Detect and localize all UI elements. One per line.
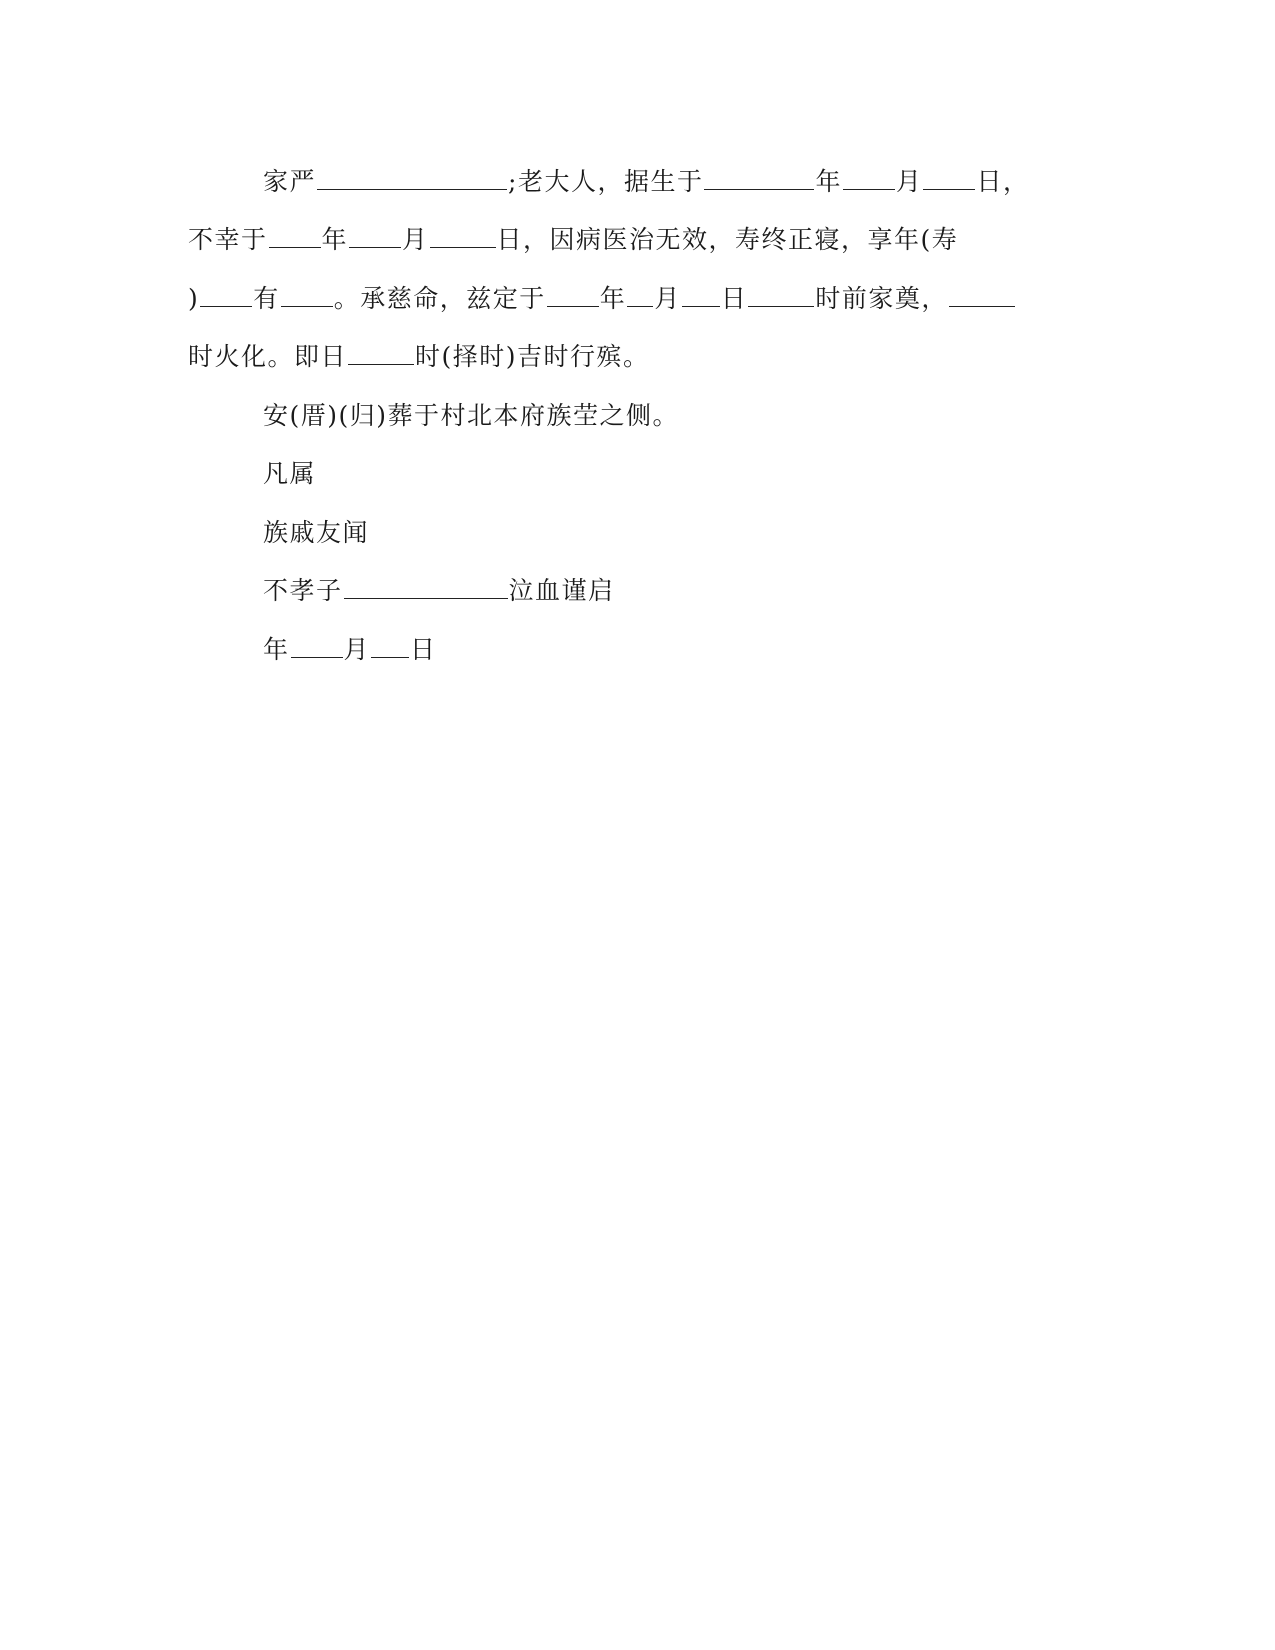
text: 不幸于 [188,225,268,254]
text: 日， [976,167,1030,196]
fill-blank-rite-year[interactable] [547,284,599,307]
fill-blank-rite-month[interactable] [627,284,653,307]
text: 家严 [263,167,317,196]
text: 年 [599,284,627,313]
text: 月 [402,225,429,254]
text: 泣血谨启 [508,576,615,605]
line-5 [263,401,679,431]
line-9 [263,635,437,665]
text: 月 [343,635,371,664]
fill-blank-cremation-hour[interactable] [949,284,1015,307]
fill-blank-sign-day[interactable] [371,635,409,658]
fill-blank-son-name[interactable] [344,576,508,599]
text: 月 [895,167,923,196]
fill-blank-birth-year[interactable] [704,167,814,190]
text: 族戚友闻 [263,518,370,547]
fill-blank-rite-day[interactable] [682,284,720,307]
fill-blank-death-year[interactable] [269,225,321,248]
text: 日 [410,635,437,664]
text: 年 [815,167,842,196]
text: 时火化。即日 [188,342,348,371]
text: 年 [263,635,290,664]
line-8 [263,576,615,606]
line-2 [188,225,958,255]
fill-blank-death-month[interactable] [349,225,401,248]
text: 不孝子 [263,576,343,605]
fill-blank-procession-hour[interactable] [348,342,414,365]
line-4 [188,342,650,372]
text: 月 [654,284,681,313]
text: 日，因病医治无效，寿终正寝，享年(寿 [496,225,959,254]
fill-blank-death-day[interactable] [430,225,496,248]
text: 时(择时)吉时行殡。 [415,342,650,371]
text: 有 [253,284,280,313]
text: 日 [720,284,748,313]
fill-blank-age[interactable] [200,284,252,307]
text: 凡属 [263,459,317,488]
text: ) [188,284,200,313]
fill-blank-sign-month[interactable] [291,635,343,658]
line-6 [263,459,316,489]
line-3 [188,284,1016,314]
line-7 [263,518,369,548]
fill-blank-rite-hour[interactable] [748,284,814,307]
text: 年 [321,225,349,254]
text: 。承慈命，兹定于 [333,284,546,313]
fill-blank-age-extra[interactable] [281,284,333,307]
fill-blank-birth-month[interactable] [843,167,895,190]
text: 时前家奠， [815,284,948,313]
fill-blank-birth-day[interactable] [923,167,975,190]
fill-blank-name[interactable] [317,167,507,190]
text: 安(厝)(归)葬于村北本府族茔之侧。 [263,401,680,430]
text: ;老大人，据生于 [508,167,704,196]
line-1 [263,167,1030,197]
